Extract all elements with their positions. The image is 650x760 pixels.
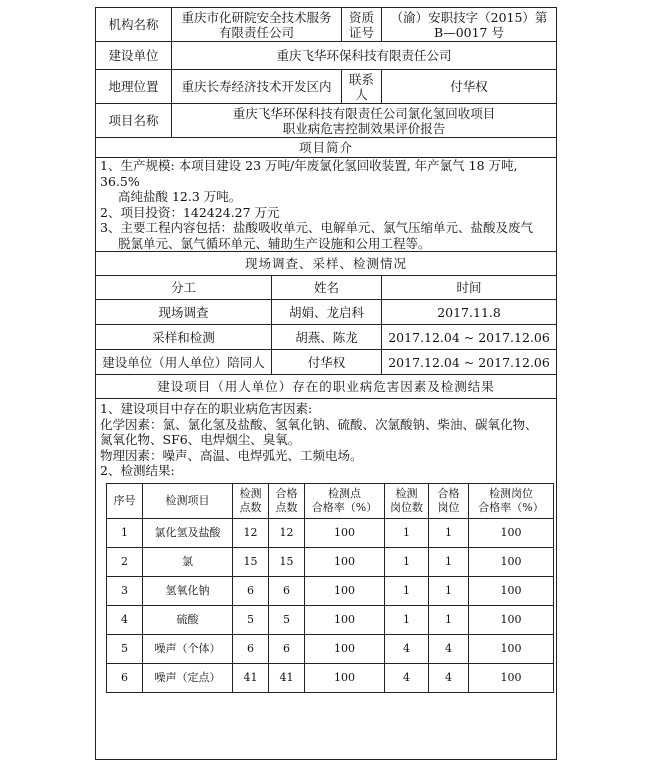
cell-post-rate: 100 (469, 576, 554, 605)
header-post-rate: 检测岗位 合格率（%） (469, 483, 554, 518)
results-heading-row (96, 375, 557, 399)
cell-pass-points: 12 (269, 518, 305, 547)
cell-post-rate: 100 (469, 634, 554, 663)
cell-posts: 1 (385, 605, 429, 634)
table-row (107, 576, 554, 605)
header-pass-posts: 合格 岗位 (429, 483, 469, 518)
cell-point-rate: 100 (305, 576, 385, 605)
intro-line1a: 1、生产规模: 本项目建设 23 万吨/年废氯化氢回收装置, 年产氯气 18 万吨, 36.5% (100, 158, 518, 189)
results-sub1: 1、建设项目中存在的职业病危害因素: (100, 401, 313, 416)
cell-no: 2 (107, 547, 143, 576)
intro-body-row (96, 158, 557, 252)
cell-pass-posts: 1 (429, 576, 469, 605)
cell-pass-posts: 1 (429, 518, 469, 547)
survey-name: 付华权 (272, 350, 382, 375)
results-phys: 物理因素：噪声、高温、电焊弧光、工频电场。 (100, 447, 363, 463)
report-table (95, 7, 557, 760)
survey-row (96, 350, 557, 375)
cell-pass-points: 6 (269, 634, 305, 663)
cell-posts: 1 (385, 547, 429, 576)
cert-label: 资质证号 (342, 8, 382, 42)
project-value-line2: 职业病危害控制效果评价报告 (282, 120, 446, 136)
survey-header-row (96, 276, 557, 300)
cell-item: 氢氧化钠 (143, 576, 233, 605)
org-label: 机构名称 (96, 8, 172, 42)
cell-no: 5 (107, 634, 143, 663)
cell-points: 12 (233, 518, 269, 547)
cell-post-rate: 100 (469, 547, 554, 576)
results-chem2: 氮氧化物、SF6、电焊烟尘、臭氧。 (100, 432, 301, 447)
cell-pass-posts: 1 (429, 605, 469, 634)
header-pass-points: 合格 点数 (269, 483, 305, 518)
cell-item: 氯化氢及盐酸 (143, 518, 233, 547)
cell-points: 6 (233, 634, 269, 663)
cell-post-rate: 100 (469, 605, 554, 634)
cell-pass-points: 5 (269, 605, 305, 634)
builder-value: 重庆飞华环保科技有限责任公司 (172, 42, 557, 70)
project-value-line1: 重庆飞华环保科技有限责任公司氯化氢回收项目 (232, 105, 496, 121)
cell-no: 4 (107, 605, 143, 634)
results-chem1: 化学因素：氯、氯化氢及盐酸、氢氧化钠、硫酸、次氯酸钠、柴油、碳氧化物、 (100, 416, 538, 432)
builder-row (96, 42, 557, 70)
cell-item: 噪声（定点） (143, 663, 233, 692)
intro-line3b: 脱氯单元、氯气循环单元、辅助生产设施和公用工程等。 (118, 235, 431, 251)
location-label: 地理位置 (96, 70, 172, 104)
report-page (95, 7, 556, 760)
cell-pass-points: 15 (269, 547, 305, 576)
table-row (107, 634, 554, 663)
survey-col-name: 姓名 (272, 276, 382, 300)
builder-label: 建设单位 (96, 42, 172, 70)
cell-points: 6 (233, 576, 269, 605)
table-row (107, 663, 554, 692)
org-row (96, 8, 557, 42)
cell-pass-posts: 4 (429, 634, 469, 663)
cell-posts: 1 (385, 518, 429, 547)
cell-no: 3 (107, 576, 143, 605)
cell-point-rate: 100 (305, 605, 385, 634)
table-row (107, 605, 554, 634)
cell-pass-posts: 4 (429, 663, 469, 692)
header-item: 检测项目 (143, 483, 233, 518)
results-heading: 建设项目（用人单位）存在的职业病危害因素及检测结果 (96, 375, 557, 399)
cert-value: （渝）安职技字（2015）第 B—0017 号 (382, 8, 557, 42)
header-point-rate: 检测点 合格率（%） (305, 483, 385, 518)
project-row (96, 104, 557, 138)
contact-value: 付华权 (382, 70, 557, 104)
survey-division: 建设单位（用人单位）陪同人 (96, 350, 272, 375)
survey-name: 胡娟、龙启科 (272, 300, 382, 325)
cell-posts: 4 (385, 663, 429, 692)
cell-posts: 4 (385, 634, 429, 663)
header-no: 序号 (107, 483, 143, 518)
cell-points: 15 (233, 547, 269, 576)
survey-time: 2017.11.8 (382, 300, 557, 325)
intro-line2: 2、项目投资：142424.27 万元 (100, 204, 280, 220)
intro-heading: 项目简介 (96, 138, 557, 158)
survey-col-time: 时间 (382, 276, 557, 300)
cell-no: 1 (107, 518, 143, 547)
intro-line3a: 3、主要工程内容包括：盐酸吸收单元、电解单元、氯气压缩单元、盐酸及废气 (100, 220, 533, 235)
header-points: 检测 点数 (233, 483, 269, 518)
cell-post-rate: 100 (469, 518, 554, 547)
survey-col-division: 分工 (96, 276, 272, 300)
header-posts: 检测 岗位数 (385, 483, 429, 518)
cell-point-rate: 100 (305, 663, 385, 692)
project-label: 项目名称 (96, 104, 172, 138)
detection-header-row (107, 483, 554, 518)
results-sub2: 2、检测结果: (100, 463, 175, 478)
cell-pass-posts: 1 (429, 547, 469, 576)
cell-posts: 1 (385, 576, 429, 605)
cell-point-rate: 100 (305, 634, 385, 663)
cell-points: 41 (233, 663, 269, 692)
table-row (107, 547, 554, 576)
intro-body (96, 158, 557, 252)
cell-pass-points: 41 (269, 663, 305, 692)
survey-time: 2017.12.04 ~ 2017.12.06 (382, 350, 557, 375)
cell-no: 6 (107, 663, 143, 692)
location-value: 重庆长寿经济技术开发区内 (172, 70, 342, 104)
cell-post-rate: 100 (469, 663, 554, 692)
results-body-row (96, 399, 557, 760)
intro-line1b: 高纯盐酸 12.3 万吨。 (118, 189, 242, 204)
detection-results-table (106, 483, 554, 693)
cell-item: 噪声（个体） (143, 634, 233, 663)
cell-item: 硫酸 (143, 605, 233, 634)
cell-pass-points: 6 (269, 576, 305, 605)
table-row (107, 518, 554, 547)
cell-item: 氯 (143, 547, 233, 576)
survey-heading: 现场调查、采样、检测情况 (96, 252, 557, 276)
survey-heading-row (96, 252, 557, 276)
survey-row (96, 300, 557, 325)
results-body (96, 399, 557, 760)
location-row (96, 70, 557, 104)
cell-point-rate: 100 (305, 518, 385, 547)
survey-division: 采样和检测 (96, 325, 272, 350)
cell-points: 5 (233, 605, 269, 634)
survey-division: 现场调查 (96, 300, 272, 325)
survey-time: 2017.12.04 ~ 2017.12.06 (382, 325, 557, 350)
contact-label: 联系人 (342, 70, 382, 104)
intro-heading-row (96, 138, 557, 158)
survey-name: 胡燕、陈龙 (272, 325, 382, 350)
org-value: 重庆市化研院安全技术服务有限责任公司 (172, 8, 342, 42)
project-value (172, 104, 557, 138)
cell-point-rate: 100 (305, 547, 385, 576)
survey-row (96, 325, 557, 350)
